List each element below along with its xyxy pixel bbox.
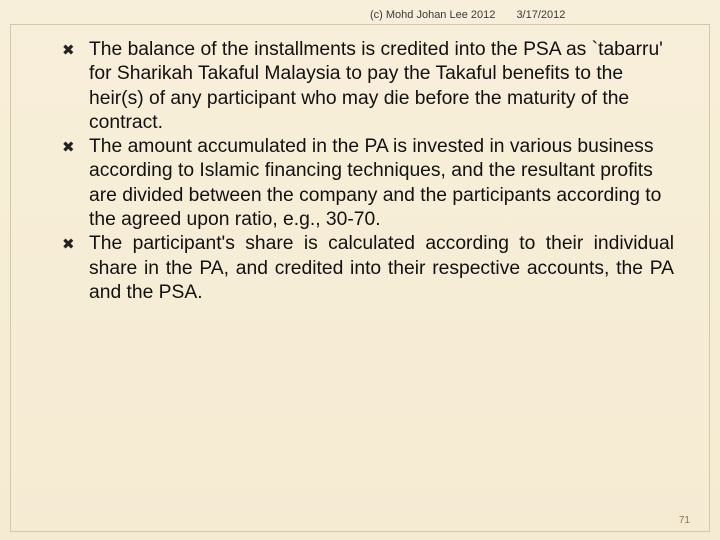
header-author: (c) Mohd Johan Lee 2012	[370, 9, 496, 21]
bullet-item-3	[62, 232, 674, 305]
x-bullet-icon: ✖	[62, 236, 75, 254]
bullet-list	[62, 38, 674, 305]
bullet-item-1	[62, 38, 674, 135]
header-date: 3/17/2012	[516, 9, 566, 21]
bullet-text-3: The participant's share is calculated according to their individual share in the PA, and credited into their respective accounts, the PA and the PSA.	[89, 233, 674, 303]
x-bullet-icon: ✖	[62, 42, 75, 59]
x-bullet-icon: ✖	[62, 139, 75, 157]
slide-header	[370, 9, 565, 21]
page-number: 71	[678, 515, 690, 526]
bullet-text-2: The amount accumulated in the PA is invested in various business according to Islamic financing techniques, and the resultant profits are divided between the company and the participants according to the agreed upon ratio, e.g., 30-70.	[89, 136, 662, 231]
bullet-item-2	[62, 135, 674, 232]
bullet-text-1: The balance of the installments is credited into the PSA as `tabarru' for Sharikah Takaful Malaysia to pay the Takaful benefits to the heir(s) of any participant who may die before the maturity of the contract.	[89, 39, 663, 133]
